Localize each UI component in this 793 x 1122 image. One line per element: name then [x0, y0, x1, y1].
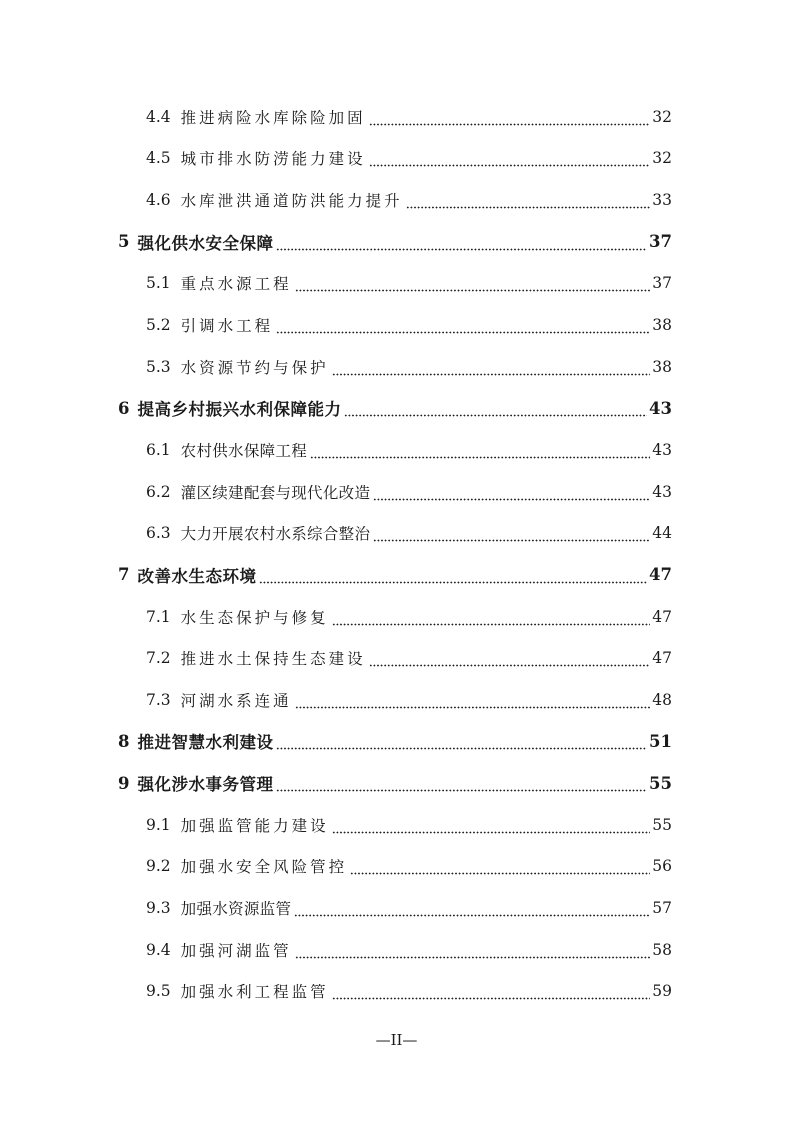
toc-entry-number: 5.1: [146, 274, 171, 293]
toc-entry[interactable]: [0, 637, 793, 679]
toc-entry-title: 大力开展农村水系综合整治: [180, 525, 371, 544]
toc-entry[interactable]: [0, 179, 793, 221]
toc-entry-page: 57: [652, 898, 672, 917]
toc-entry-page: 37: [649, 232, 672, 252]
toc-entry-title: 水生态保护与修复: [180, 608, 329, 627]
toc-entry-number: 9.2: [146, 857, 171, 876]
toc-entry-title: 加强水安全风险管控: [180, 858, 348, 877]
toc-entry-page: 48: [652, 690, 672, 709]
toc-entry-title: 提高乡村振兴水利保障能力: [137, 400, 342, 420]
toc-entry-page: 44: [652, 524, 672, 543]
toc-entry-number: 7: [118, 565, 130, 585]
dot-leader: [373, 530, 650, 542]
toc-entry-title: 加强河湖监管: [180, 941, 292, 960]
dot-leader: [295, 947, 651, 959]
toc-entry-number: 7.3: [146, 690, 171, 709]
dot-leader: [295, 697, 651, 709]
toc-entry-page: 55: [649, 773, 672, 793]
toc-entry[interactable]: [0, 846, 793, 888]
toc-entry[interactable]: [0, 929, 793, 971]
dot-leader: [259, 572, 647, 584]
toc-entry-title: 推进水土保持生态建设: [180, 650, 366, 669]
toc-entry-title: 推进病险水库除险加固: [180, 108, 366, 127]
toc-entry-number: 7.1: [146, 607, 171, 626]
toc-entry[interactable]: [0, 138, 793, 180]
toc-entry-page: 32: [652, 107, 672, 126]
toc-entry-title: 推进智慧水利建设: [137, 733, 274, 753]
toc-entry[interactable]: [0, 679, 793, 721]
toc-entry-page: 47: [652, 607, 672, 626]
toc-entry-number: 5: [118, 232, 130, 252]
dot-leader: [294, 905, 650, 917]
toc-chapter-entry[interactable]: [0, 721, 793, 763]
toc-entry-page: 43: [649, 398, 672, 418]
toc-chapter-entry[interactable]: [0, 554, 793, 596]
toc-entry[interactable]: [0, 429, 793, 471]
dot-leader: [295, 280, 651, 292]
toc-chapter-entry[interactable]: [0, 387, 793, 429]
dot-leader: [276, 239, 647, 251]
toc-entry-page: 43: [652, 482, 672, 501]
dot-leader: [406, 197, 651, 209]
dot-leader: [276, 738, 647, 750]
toc-entry[interactable]: [0, 804, 793, 846]
toc-entry-number: 4.5: [146, 149, 171, 168]
toc-entry-page: 55: [652, 815, 672, 834]
toc-entry-page: 33: [652, 191, 672, 210]
toc-entry-page: 59: [652, 982, 672, 1001]
toc-entry-number: 9.3: [146, 898, 171, 917]
toc-entry[interactable]: [0, 596, 793, 638]
dot-leader: [332, 614, 651, 626]
dot-leader: [369, 114, 651, 126]
dot-leader: [369, 655, 651, 667]
toc-entry-title: 重点水源工程: [180, 275, 292, 294]
toc-entry-page: 38: [652, 357, 672, 376]
toc-entry-title: 水资源节约与保护: [180, 358, 329, 377]
dot-leader: [332, 364, 651, 376]
toc-entry-title: 加强监管能力建设: [180, 816, 329, 835]
toc-entry-page: 32: [652, 149, 672, 168]
toc-entry-number: 6.3: [146, 524, 171, 543]
toc-entry-title: 引调水工程: [180, 317, 274, 336]
toc-entry[interactable]: [0, 346, 793, 388]
toc-entry-number: 6.1: [146, 440, 171, 459]
toc-entry-page: 47: [649, 565, 672, 585]
dot-leader: [350, 863, 650, 875]
dot-leader: [276, 322, 650, 334]
dot-leader: [310, 447, 650, 459]
toc-entry-page: 58: [652, 940, 672, 959]
toc-entry-title: 城市排水防涝能力建设: [180, 150, 366, 169]
toc-entry-title: 灌区续建配套与现代化改造: [180, 483, 371, 502]
dot-leader: [332, 822, 651, 834]
toc-entry[interactable]: [0, 263, 793, 305]
toc-entry-number: 5.3: [146, 357, 171, 376]
toc-entry-number: 7.2: [146, 649, 171, 668]
toc-entry-title: 农村供水保障工程: [180, 441, 308, 460]
toc-entry-page: 37: [652, 274, 672, 293]
toc-chapter-entry[interactable]: [0, 221, 793, 263]
toc-entry-number: 4.4: [146, 107, 171, 126]
toc-entry-number: 8: [118, 731, 130, 751]
toc-entry-number: 6.2: [146, 482, 171, 501]
table-of-contents: [0, 96, 793, 1012]
toc-entry-title: 加强水利工程监管: [180, 983, 329, 1002]
toc-entry-number: 9.5: [146, 982, 171, 1001]
toc-entry-number: 9: [118, 773, 130, 793]
toc-entry[interactable]: [0, 96, 793, 138]
toc-entry-title: 加强水资源监管: [180, 899, 292, 918]
dot-leader: [332, 988, 651, 1000]
toc-entry-number: 9.4: [146, 940, 171, 959]
toc-entry[interactable]: [0, 512, 793, 554]
toc-entry-page: 47: [652, 649, 672, 668]
toc-entry[interactable]: [0, 471, 793, 513]
toc-entry[interactable]: [0, 970, 793, 1012]
toc-entry-number: 9.1: [146, 815, 171, 834]
dot-leader: [276, 780, 647, 792]
toc-entry-number: 4.6: [146, 191, 171, 210]
toc-entry-page: 51: [649, 731, 672, 751]
toc-entry-title: 水库泄洪通道防洪能力提升: [180, 192, 403, 211]
toc-entry-title: 改善水生态环境: [137, 566, 257, 586]
toc-entry-title: 河湖水系连通: [180, 691, 292, 710]
toc-entry-title: 强化供水安全保障: [137, 233, 274, 253]
dot-leader: [369, 155, 651, 167]
dot-leader: [373, 489, 650, 501]
toc-chapter-entry[interactable]: [0, 762, 793, 804]
toc-entry-title: 强化涉水事务管理: [137, 775, 274, 795]
dot-leader: [344, 405, 647, 417]
toc-entry-page: 38: [652, 316, 672, 335]
toc-entry-page: 43: [652, 440, 672, 459]
toc-entry-page: 56: [652, 857, 672, 876]
page-number-footer: —II—: [375, 1031, 418, 1049]
toc-entry[interactable]: [0, 304, 793, 346]
toc-entry[interactable]: [0, 887, 793, 929]
toc-entry-number: 5.2: [146, 316, 171, 335]
toc-entry-number: 6: [118, 398, 130, 418]
